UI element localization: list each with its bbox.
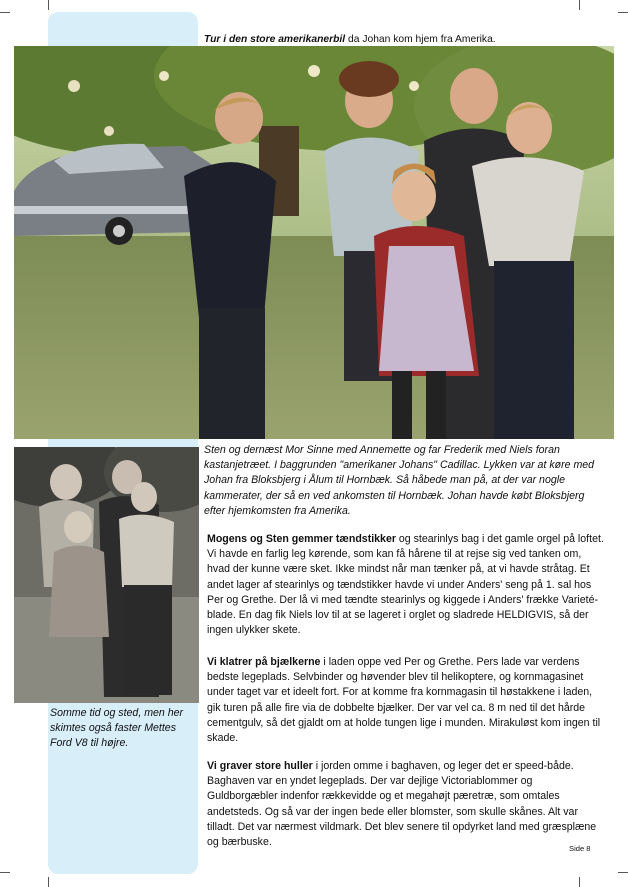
family-photo <box>14 46 614 439</box>
paragraph-text: og stearinlys bag i det gamle orgel på loftet. Vi havde en farlig leg kørende, som kan få hårene til at rejse sig ved tanken om, hvad der kunne være sket. Ikke mindst når man tænker på, at vi havde stråtag. Et andet lager af stearinlys og tændstikker havde vi under Anders' seng på 1. sal hos Per og Grethe. Der lå vi med tændte stearinlys og kiggede i Anders' frække Varieté-blade. En dag fik Niels lov til at se lageret i orglet og sladrede HELDIGVIS, så der ingen ulykker skete. <box>207 533 604 637</box>
crop-mark <box>579 0 580 10</box>
crop-mark <box>0 872 10 873</box>
crop-mark <box>618 872 628 873</box>
crop-mark <box>0 12 10 13</box>
paragraph-beams <box>207 655 605 746</box>
crop-mark <box>48 0 49 10</box>
crop-mark <box>579 877 580 887</box>
page-title <box>204 34 496 45</box>
small-family-photo <box>14 447 199 703</box>
paragraph-lead: Mogens og Sten gemmer tændstikker <box>207 533 396 545</box>
small-photo-illustration <box>14 447 199 703</box>
paragraph-text: i laden oppe ved Per og Grethe. Pers lade var verdens bedste legeplads. Selvbinder og høvender blev til helikoptere, og kornmagasinet under taget var et ideelt fort. For at komme fra kornmagasin til høstakkene i laden, gik turen på alle fire via de dobbelte bjælker. Der var vel ca. 8 m ned til det hårde cementgulv, så det gjaldt om at holde tungen lige i munden. Mirakuløst kom ingen til skade. <box>207 656 601 745</box>
paragraph-holes <box>207 759 605 850</box>
paragraph-lead: Vi graver store huller <box>207 760 313 772</box>
page-number: Side 8 <box>569 844 591 853</box>
paragraph-lead: Vi klatrer på bjælkerne <box>207 656 321 668</box>
crop-mark <box>618 12 628 13</box>
family-photo-illustration <box>14 46 614 439</box>
title-bold: Tur i den store amerikanerbil <box>204 34 346 45</box>
paragraph-text: i jorden omme i baghaven, og leger det er speed-både. Baghaven var en yndet legeplads. Der var dejlige Victoriablommer og Guldborgæbler indenfor rækkevidde og et megahøjt pæretræ, som omtales andetsteds. Og så var der ingen bede eller blomster, som skulle skånes. Alt var tilladt. Det var nærmest vildmark. Det blev senere til opdyrket land med græsplæne og bærbuske. <box>207 760 597 849</box>
photo-caption: Sten og dernæst Mor Sinne med Annemette og far Frederik med Niels foran kastanjetræet. I baggrunden "amerikaner Johans" Cadillac. Lykken var at køre med Johan fra Bloksbjerg i Ålum til Hornbæk. Så håbede man på, at der var nogle kammerater, der så en ved ankomsten til Hornbæk. Johan havde købt Bloksbjerg efter hjemkomsten fra Amerika. <box>204 444 595 517</box>
crop-mark <box>48 877 49 887</box>
paragraph-matches <box>207 532 605 638</box>
title-rest: da Johan kom hjem fra Amerika. <box>345 34 496 45</box>
side-caption: Somme tid og sted, men her skimtes også faster Mettes Ford V8 til højre. <box>50 707 184 749</box>
